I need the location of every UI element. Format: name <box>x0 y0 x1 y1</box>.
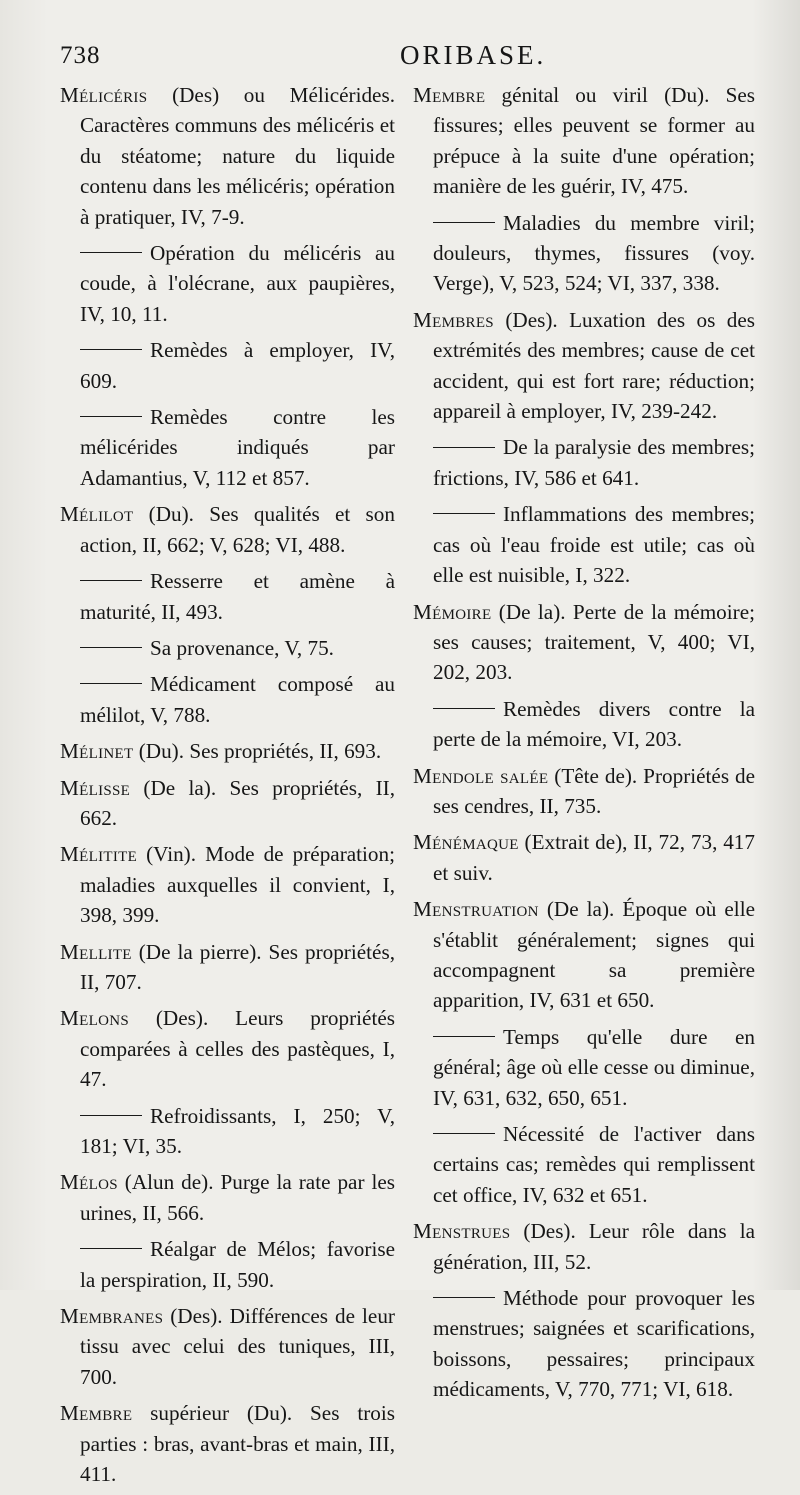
index-subentry <box>60 335 395 396</box>
entry-text: (Des). Leur rôle dans la génération, III, 52. <box>433 1219 755 1274</box>
entry-text: (Alun de). Purge la rate par les urines, II, 566. <box>80 1170 395 1225</box>
repeat-dash <box>80 683 142 684</box>
page-header <box>60 34 760 74</box>
index-entry <box>60 1167 395 1228</box>
index-entry <box>413 827 755 888</box>
index-subentry <box>60 566 395 627</box>
entry-headword: Mélitite <box>60 842 138 867</box>
index-entry <box>60 1003 395 1094</box>
entry-text: (Des). Leurs propriétés comparées à celles des pastèques, I, 47. <box>80 1006 395 1092</box>
repeat-dash <box>433 708 495 709</box>
entry-text: (De la). Perte de la mémoire; ses causes; traitement, V, 400; VI, 202, 203. <box>433 599 755 685</box>
entry-headword: Mélilot <box>60 502 134 527</box>
entry-text: Sa provenance, V, 75. <box>150 635 334 660</box>
entry-headword: Membre <box>60 1401 133 1426</box>
entry-text: (De la). Ses propriétés, II, 662. <box>80 775 395 830</box>
entry-text: Remèdes divers contre la perte de la mémoire, VI, 203. <box>433 696 755 752</box>
repeat-dash <box>433 1036 495 1037</box>
index-entry <box>60 937 395 998</box>
entry-text: Réalgar de Mélos; favorise la perspiration, II, 590. <box>80 1237 395 1292</box>
entry-headword: Mellite <box>60 939 132 964</box>
repeat-dash <box>80 1115 142 1116</box>
index-entry <box>413 305 755 427</box>
entry-headword: Melons <box>60 1006 129 1031</box>
entry-headword: Mendole salée <box>413 763 549 788</box>
entry-text: De la paralysie des membres; frictions, IV, 586 et 641. <box>433 435 755 490</box>
index-subentry <box>413 432 755 493</box>
index-entry <box>413 894 755 1016</box>
index-subentry <box>413 1022 755 1113</box>
right-column <box>413 80 755 1411</box>
entry-text: (Du). Ses qualités et son action, II, 662; V, 628; VI, 488. <box>80 502 395 557</box>
entry-text: génital ou viril (Du). Ses fissures; elles peuvent se former au prépuce à la suite d'une opération; manière de les guérir, IV, 475. <box>433 83 755 199</box>
index-subentry <box>413 1119 755 1210</box>
index-entry <box>60 80 395 232</box>
running-title: ORIBASE. <box>400 40 547 70</box>
index-subentry <box>60 1234 395 1295</box>
entry-text: (Des) ou Mélicérides. Caractères communs des mélicéris et du stéatome; nature du liquide contenu dans les mélicéris; opération à pratiquer, IV, 7-9. <box>80 83 395 229</box>
index-subentry <box>60 633 395 663</box>
entry-text: (Extrait de), II, 72, 73, 417 et suiv. <box>433 830 755 885</box>
entry-headword: Mélinet <box>60 739 134 764</box>
index-entry <box>60 773 395 834</box>
index-entry <box>413 597 755 688</box>
entry-headword: Mélicéris <box>60 83 148 107</box>
page-number: 738 <box>60 42 101 69</box>
entry-headword: Membranes <box>60 1304 164 1329</box>
entry-headword: Membres <box>413 307 494 332</box>
entry-text: supérieur (Du). Ses trois parties : bras, avant-bras et main, III, 411. <box>80 1401 395 1487</box>
entry-text: (Du). Ses propriétés, II, 693. <box>133 739 382 764</box>
entry-headword: Ménémaque <box>413 830 519 855</box>
entry-text: (Tête de). Propriétés de ses cendres, II, 735. <box>433 763 756 818</box>
repeat-dash <box>80 647 142 648</box>
entry-headword: Mélisse <box>60 775 131 800</box>
entry-text: (De la pierre). Ses propriétés, II, 707. <box>80 939 395 994</box>
index-subentry <box>413 208 755 299</box>
entry-text: Nécessité de l'activer dans certains cas; remèdes qui remplissent cet office, IV, 632 et 651. <box>433 1122 755 1207</box>
index-entry <box>60 1398 395 1489</box>
repeat-dash <box>433 1133 495 1134</box>
repeat-dash <box>80 252 142 253</box>
repeat-dash <box>433 1297 495 1298</box>
entry-text: Méthode pour provoquer les menstrues; saignées et scarifications, boissons, pessaires; principaux médicaments, V, 770, 771; VI, 618. <box>433 1286 755 1402</box>
repeat-dash <box>433 447 495 448</box>
entry-headword: Menstrues <box>413 1219 511 1244</box>
repeat-dash <box>433 513 495 514</box>
entry-text: (De la). Époque où elle s'établit généralement; signes qui accompagnent sa première apparition, IV, 631 et 650. <box>433 897 755 1013</box>
entry-text: Maladies du membre viril; douleurs, thymes, fissures (voy. Verge), V, 523, 524; VI, 337, 338. <box>433 210 755 296</box>
entry-text: (Des). Différences de leur tissu avec celui des tuniques, III, 700. <box>80 1304 395 1389</box>
entry-text: Opération du mélicéris au coude, à l'olécrane, aux paupières, IV, 10, 11. <box>80 241 395 326</box>
index-entry <box>60 736 395 766</box>
entry-text: Refroidissants, I, 250; V, 181; VI, 35. <box>80 1103 395 1158</box>
repeat-dash <box>433 222 495 223</box>
entry-text: (Des). Luxation des os des extrémités des membres; cause de cet accident, qui est fort rare; réduction; appareil à employer, IV, 239-242. <box>433 307 755 424</box>
repeat-dash <box>80 416 142 417</box>
repeat-dash <box>80 349 142 350</box>
entry-text: Remèdes à employer, IV, 609. <box>80 338 395 393</box>
repeat-dash <box>80 1248 142 1249</box>
index-entry <box>413 1216 755 1277</box>
index-subentry <box>60 402 395 493</box>
left-column <box>60 80 395 1495</box>
entry-headword: Membre <box>413 83 486 107</box>
entry-text: Resserre et amène à maturité, II, 493. <box>80 569 395 624</box>
index-subentry <box>413 1283 755 1405</box>
repeat-dash <box>80 580 142 581</box>
index-entry <box>60 499 395 560</box>
index-subentry <box>60 1101 395 1162</box>
entry-text: (Vin). Mode de préparation; maladies auxquelles il convient, I, 398, 399. <box>80 842 395 928</box>
index-entry <box>60 839 395 930</box>
entry-headword: Menstruation <box>413 897 539 922</box>
entry-text: Temps qu'elle dure en général; âge où elle cesse ou diminue, IV, 631, 632, 650, 651. <box>433 1024 755 1110</box>
index-entry <box>413 761 755 822</box>
index-entry <box>413 80 755 202</box>
entry-headword: Mélos <box>60 1170 118 1195</box>
entry-text: Inflammations des membres; cas où l'eau froide est utile; cas où elle est nuisible, I, 322. <box>433 502 755 588</box>
entry-headword: Mémoire <box>413 599 492 624</box>
index-subentry <box>413 499 755 590</box>
index-subentry <box>60 238 395 329</box>
index-subentry <box>60 669 395 730</box>
index-entry <box>60 1301 395 1392</box>
entry-text: Médicament composé au mélilot, V, 788. <box>80 672 395 727</box>
entry-text: Remèdes contre les mélicérides indiqués par Adamantius, V, 112 et 857. <box>80 405 395 490</box>
index-subentry <box>413 694 755 755</box>
